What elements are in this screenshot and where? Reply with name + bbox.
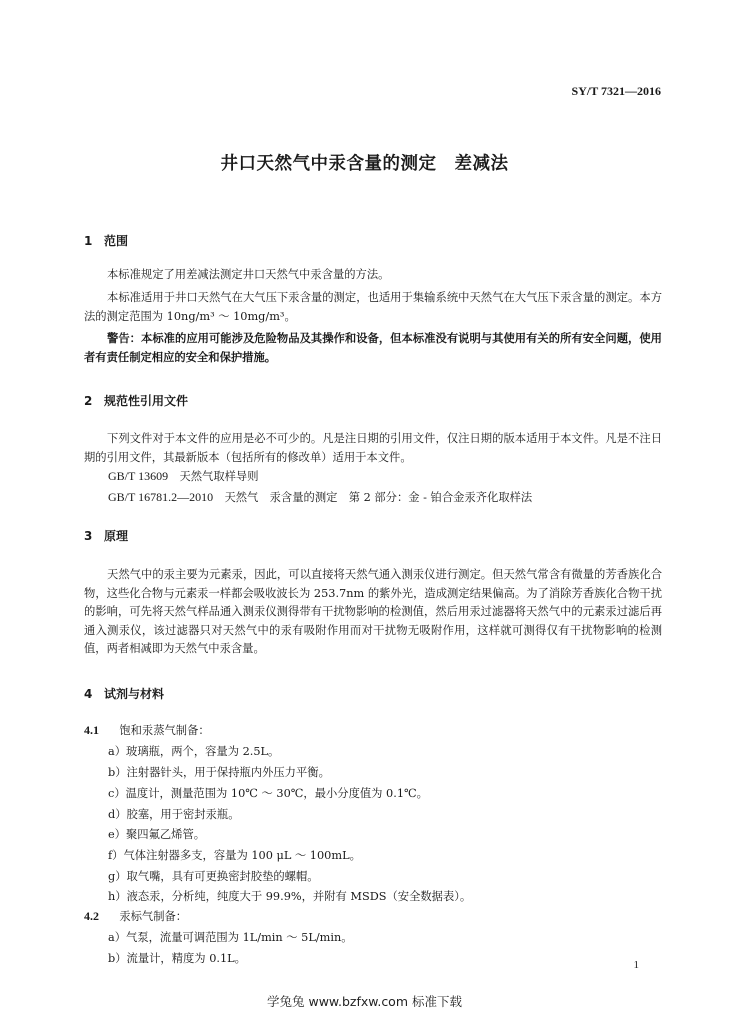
- section-title: 规范性引用文件: [104, 394, 189, 408]
- section-2-paragraph-1: [84, 430, 662, 467]
- list-item: h）液态汞，分析纯，纯度大于 99.9%，并附有 MSDS（安全数据表）。: [108, 890, 472, 903]
- section-number: 1: [84, 234, 93, 248]
- page-number: 1: [633, 959, 639, 971]
- warning-text: 本标准的应用可能涉及危险物品及其操作和设备，但本标准没有说明与其使用有关的所有安全问题，使用者有责任制定相应的安全和保护措施。: [84, 332, 662, 364]
- warning-paragraph: [84, 330, 662, 367]
- paragraph-text: 天然气中的汞主要为元素汞，因此，可以直接将天然气通入测汞仪进行测定。但天然气常含有微量的芳香族化合物，这些化合物与元素汞一样都会吸收波长为 253.7nm 的紫外光，造成测定结果偏高。为了消除芳香族化合物干扰的影响，可先将天然气样品通入测汞仪测得带有干扰物影响的检测值，然后用汞过滤器将天然气中的元素汞过滤后再通入测汞仪，该过滤器只对天然气中的汞有吸附作用而对干扰物无吸附作用，这样就可测得仅有干扰物影响的检测值，两者相减即为天然气中汞含量。: [84, 568, 662, 655]
- section-4-heading: [84, 685, 164, 702]
- section-3-heading: [84, 527, 128, 544]
- subsection-4-2-heading: [84, 908, 187, 924]
- reference-item: [108, 489, 532, 505]
- section-title: 试剂与材料: [104, 687, 165, 701]
- reference-name: 天然气 汞含量的测定 第 2 部分：金 - 铂合金汞齐化取样法: [224, 491, 533, 504]
- section-number: 2: [84, 394, 93, 408]
- paragraph-text: 本标准适用于井口天然气在大气压下汞含量的测定，也适用于集输系统中天然气在大气压下汞含量的测定。本方法的测定范围为 10ng/m³ ～ 10mg/m³。: [84, 291, 662, 323]
- warning-label: 警告：: [107, 332, 142, 345]
- site-footer-watermark: 学兔兔 www.bzfxw.com 标准下载: [267, 994, 462, 1009]
- section-3-paragraph-1: [84, 566, 662, 659]
- document-title: 井口天然气中汞含量的测定 差减法: [220, 154, 509, 174]
- paragraph-text: 下列文件对于本文件的应用是必不可少的。凡是注日期的引用文件，仅注日期的版本适用于本文件。凡是不注日期的引用文件，其最新版本（包括所有的修改单）适用于本文件。: [84, 432, 662, 464]
- reference-name: 天然气取样导则: [179, 470, 259, 483]
- section-number: 4: [84, 687, 93, 701]
- reference-code: GB/T 16781.2—2010: [108, 490, 214, 504]
- list-item: e）聚四氟乙烯管。: [108, 828, 206, 841]
- reference-code: GB/T 13609: [108, 469, 169, 483]
- section-1-paragraph-2: [84, 289, 662, 326]
- section-1-paragraph-1: [84, 266, 662, 285]
- section-title: 原理: [104, 529, 129, 543]
- list-item: d）胶塞，用于密封汞瓶。: [108, 808, 240, 821]
- subsection-title: 饱和汞蒸气制备：: [119, 724, 210, 737]
- section-1-heading: [84, 232, 128, 249]
- subsection-4-1-heading: [84, 722, 210, 738]
- standard-code: SY/T 7321—2016: [571, 84, 661, 98]
- subsection-title: 汞标气制备：: [119, 910, 188, 923]
- list-item: b）注射器针头，用于保持瓶内外压力平衡。: [108, 766, 330, 779]
- reference-item: [108, 468, 259, 484]
- list-item: a）玻璃瓶，两个，容量为 2.5L。: [108, 745, 280, 758]
- subsection-number: 4.2: [84, 909, 99, 923]
- list-item: b）流量计，精度为 0.1L。: [108, 952, 246, 965]
- list-item: c）温度计，测量范围为 10℃ ～ 30℃，最小分度值为 0.1℃。: [108, 787, 428, 800]
- subsection-number: 4.1: [84, 723, 99, 737]
- list-item: a）气泵，流量可调范围为 1L/min ～ 5L/min。: [108, 931, 353, 944]
- paragraph-text: 本标准规定了用差减法测定井口天然气中汞含量的方法。: [107, 268, 390, 281]
- list-item: f）气体注射器多支，容量为 100 μL ～ 100mL。: [108, 849, 361, 862]
- section-number: 3: [84, 529, 93, 543]
- section-title: 范围: [104, 234, 129, 248]
- list-item: g）取气嘴，具有可更换密封胶垫的螺帽。: [108, 870, 319, 883]
- section-2-heading: [84, 392, 188, 409]
